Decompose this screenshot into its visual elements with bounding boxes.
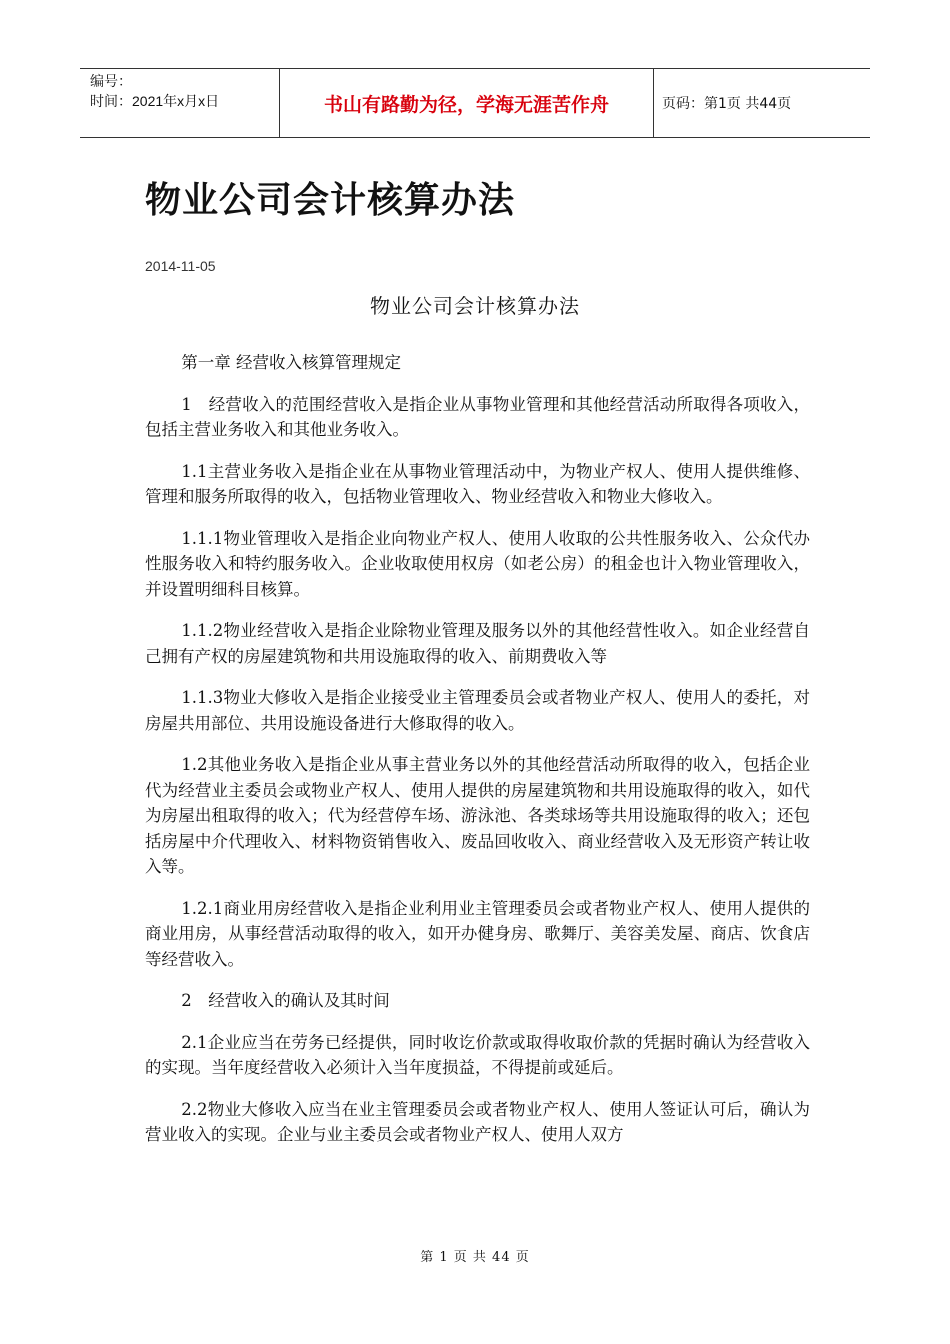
paragraph: 2.1企业应当在劳务已经提供，同时收讫价款或取得收取价款的凭据时确认为经营收入的实现。当年度经营收入必须计入当年度损益，不得提前或延后。: [145, 1032, 810, 1077]
header-meta: [80, 69, 280, 137]
page-footer: 第 1 页 共 44 页: [420, 1250, 530, 1265]
document-body: [145, 350, 810, 1164]
paragraph: 1.1.3物业大修收入是指企业接受业主管理委员会或者物业产权人、使用人的委托，对房屋共用部位、共用设施设备进行大修取得的收入。: [145, 688, 810, 733]
document-subtitle: 物业公司会计核算办法: [370, 294, 580, 318]
paragraph: 1.1.1物业管理收入是指企业向物业产权人、使用人收取的公共性服务收入、公众代办性服务收入和特约服务收入。企业收取使用权房（如老公房）的租金也计入物业管理收入，并设置明细科目核算。: [145, 528, 810, 599]
paragraph: 1.2.1商业用房经营收入是指企业利用业主管理委员会或者物业产权人、使用人提供的商业用房，从事经营活动取得的收入，如开办健身房、歌舞厅、美容美发屋、商店、饮食店等经营收入。: [145, 898, 810, 969]
paragraph: 2.2物业大修收入应当在业主管理委员会或者物业产权人、使用人签证认可后，确认为营业收入的实现。企业与业主委员会或者物业产权人、使用人双方: [145, 1099, 810, 1144]
paragraph: 1.2其他业务收入是指企业从事主营业务以外的其他经营活动所取得的收入，包括企业代为经营业主委员会或物业产权人、使用人提供的房屋建筑物和共用设施取得的收入，如代为房屋出租取得的收入；代为经营停车场、游泳池、各类球场等共用设施取得的收入；还包括房屋中介代理收入、材料物资销售收入、废品回收收入、商业经营收入及无形资产转让收入等。: [145, 755, 810, 876]
time-label: 时间：2021年x月x日: [90, 93, 220, 109]
document-date: 2014-11-05: [145, 258, 216, 274]
paragraph: 1 经营收入的范围经营收入是指企业从事物业管理和其他经营活动所取得各项收入，包括主营业务收入和其他业务收入。: [145, 394, 810, 439]
header-page-info: 页码：第1页 共44页: [662, 96, 792, 112]
section-heading: 2 经营收入的确认及其时间: [181, 991, 390, 1010]
document-header: [80, 68, 870, 138]
paragraph: 1.1.2物业经营收入是指企业除物业管理及服务以外的其他经营性收入。如企业经营自己拥有产权的房屋建筑物和共用设施取得的收入、前期费收入等: [145, 621, 810, 666]
header-motto: 书山有路勤为径，学海无涯苦作舟: [280, 69, 654, 137]
chapter-heading: 第一章 经营收入核算管理规定: [181, 353, 402, 372]
code-label: 编号：: [90, 73, 132, 89]
document-title: 物业公司会计核算办法: [145, 180, 516, 221]
paragraph: 1.1主营业务收入是指企业在从事物业管理活动中，为物业产权人、使用人提供维修、管理和服务所取得的收入，包括物业管理收入、物业经营收入和物业大修收入。: [145, 461, 810, 506]
